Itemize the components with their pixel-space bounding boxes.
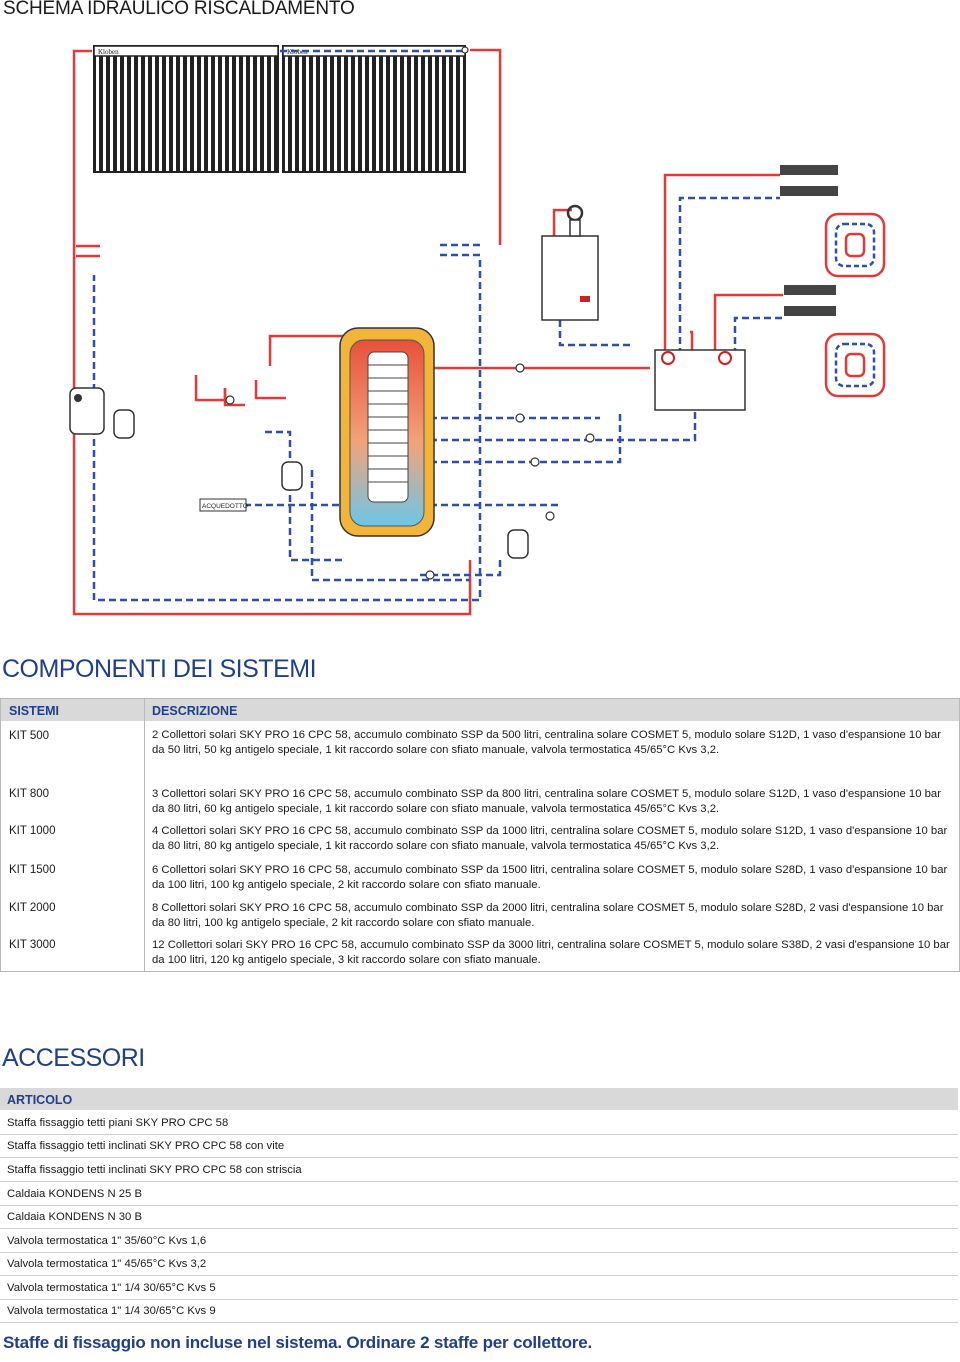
row-divider bbox=[0, 1322, 958, 1323]
row-divider bbox=[0, 1205, 958, 1206]
kit-name: KIT 1000 bbox=[9, 825, 56, 837]
boiler bbox=[542, 206, 598, 320]
floor-heating-loop-lower bbox=[826, 334, 884, 396]
accessory-item: Valvola termostatica 1" 35/60°C Kvs 1,6 bbox=[7, 1235, 207, 1247]
row-divider bbox=[0, 1181, 958, 1182]
kit-description: 3 Collettori solari SKY PRO 16 CPC 58, accumulo combinato SSP da 800 litri, centralina solare COSMET 5, modulo solare S12D, 1 vaso d'espansione 10 bar da 80 litri, 60 kg antigelo speciale, 1 kit raccordo solare con sfiato manuale, valvola termostatica 45/65°C Kvs 3,2. bbox=[152, 788, 941, 815]
accessory-item: Valvola termostatica 1" 1/4 30/65°C Kvs 9 bbox=[7, 1305, 216, 1317]
floor-heating-loop-upper bbox=[826, 214, 884, 276]
accessories-table-header bbox=[0, 1088, 958, 1110]
row-divider bbox=[0, 1134, 958, 1135]
row-divider bbox=[0, 1252, 958, 1253]
row-divider bbox=[0, 1299, 958, 1300]
kit-description: 8 Collettori solari SKY PRO 16 CPC 58, accumulo combinato SSP da 2000 litri, centralina solare COSMET 5, modulo solare S28D, 2 vasi d'espansione 10 bar da 80 litri, 100 kg antigelo speciale, 2 kit raccordo solare con sfiato manuale. bbox=[152, 902, 944, 929]
solar-collector-left bbox=[94, 46, 278, 172]
collector-brand-label: Kloben bbox=[287, 48, 308, 56]
accessory-item: Caldaia KONDENS N 30 B bbox=[7, 1211, 142, 1223]
header-articolo: ARTICOLO bbox=[7, 1093, 73, 1107]
accessories-section-title: ACCESSORI bbox=[2, 1044, 145, 1072]
manifold-upper bbox=[780, 165, 838, 196]
kit-name: KIT 1500 bbox=[9, 864, 56, 876]
accessory-item: Staffa fissaggio tetti inclinati SKY PRO CPC 58 con vite bbox=[7, 1140, 285, 1152]
accessory-item: Valvola termostatica 1" 45/65°C Kvs 3,2 bbox=[7, 1258, 207, 1270]
solar-collector-right bbox=[283, 46, 465, 172]
kit-description: 4 Collettori solari SKY PRO 16 CPC 58, accumulo combinato SSP da 1000 litri, centralina solare COSMET 5, modulo solare S12D, 1 vaso d'espansione 10 bar da 80 litri, 80 kg antigelo speciale, 1 kit raccordo solare con sfiato manuale, valvola termostatica 45/65°C Kvs 3,2. bbox=[152, 825, 948, 852]
expansion-vessel bbox=[282, 462, 302, 490]
kit-description: 2 Collettori solari SKY PRO 16 CPC 58, accumulo combinato SSP da 500 litri, centralina solare COSMET 5, modulo solare S12D, 1 vaso d'espansione 10 bar da 50 litri, 50 kg antigelo speciale, 1 kit raccordo solare con sfiato manuale, valvola termostatica 45/65°C Kvs 3,2. bbox=[152, 729, 941, 756]
accessory-item: Caldaia KONDENS N 25 B bbox=[7, 1188, 142, 1200]
accessory-item: Staffa fissaggio tetti piani SKY PRO CPC 58 bbox=[7, 1117, 229, 1129]
solar-station bbox=[70, 388, 104, 434]
aqueduct-label: ACQUEDOTTO bbox=[202, 503, 248, 510]
components-section-title: COMPONENTI DEI SISTEMI bbox=[2, 655, 317, 683]
kit-description: 6 Collettori solari SKY PRO 16 CPC 58, accumulo combinato SSP da 1500 litri, centralina solare COSMET 5, modulo solare S28D, 1 vaso d'espansione 10 bar da 100 litri, 100 kg antigelo speciale, 2 kit raccordo solare con sfiato manuale. bbox=[152, 864, 948, 891]
kit-name: KIT 2000 bbox=[9, 902, 56, 914]
expansion-vessel bbox=[114, 410, 134, 438]
expansion-vessel bbox=[508, 530, 528, 558]
footer-note: Staffe di fissaggio non incluse nel sistema. Ordinare 2 staffe per collettore. bbox=[3, 1333, 593, 1352]
accessory-item: Staffa fissaggio tetti inclinati SKY PRO CPC 58 con striscia bbox=[7, 1164, 302, 1176]
kit-description: 12 Collettori solari SKY PRO 16 CPC 58, accumulo combinato SSP da 3000 litri, centralina solare COSMET 5, modulo solare S38D, 2 vasi d'espansione 10 bar da 100 litri, 120 kg antigelo speciale, 3 kit raccordo solare con sfiato manuale. bbox=[152, 939, 950, 966]
header-sistemi: SISTEMI bbox=[9, 704, 60, 718]
header-descrizione: DESCRIZIONE bbox=[152, 704, 238, 718]
row-divider bbox=[0, 1157, 958, 1158]
row-divider bbox=[0, 1275, 958, 1276]
kit-name: KIT 3000 bbox=[9, 939, 56, 951]
kit-name: KIT 500 bbox=[9, 730, 50, 742]
kit-name: KIT 800 bbox=[9, 788, 50, 800]
storage-tank bbox=[340, 328, 434, 536]
aqueduct-inlet bbox=[200, 499, 248, 511]
page-title: SCHEMA IDRAULICO RISCALDAMENTO bbox=[3, 0, 355, 19]
manifold-lower bbox=[784, 285, 836, 316]
column-divider bbox=[144, 699, 145, 971]
pump-group bbox=[655, 350, 745, 410]
row-divider bbox=[0, 1228, 958, 1229]
systems-table bbox=[0, 698, 960, 972]
accessory-item: Valvola termostatica 1" 1/4 30/65°C Kvs 5 bbox=[7, 1282, 216, 1294]
hydraulic-diagram bbox=[0, 30, 960, 630]
collector-brand-label: Kloben bbox=[98, 48, 119, 56]
